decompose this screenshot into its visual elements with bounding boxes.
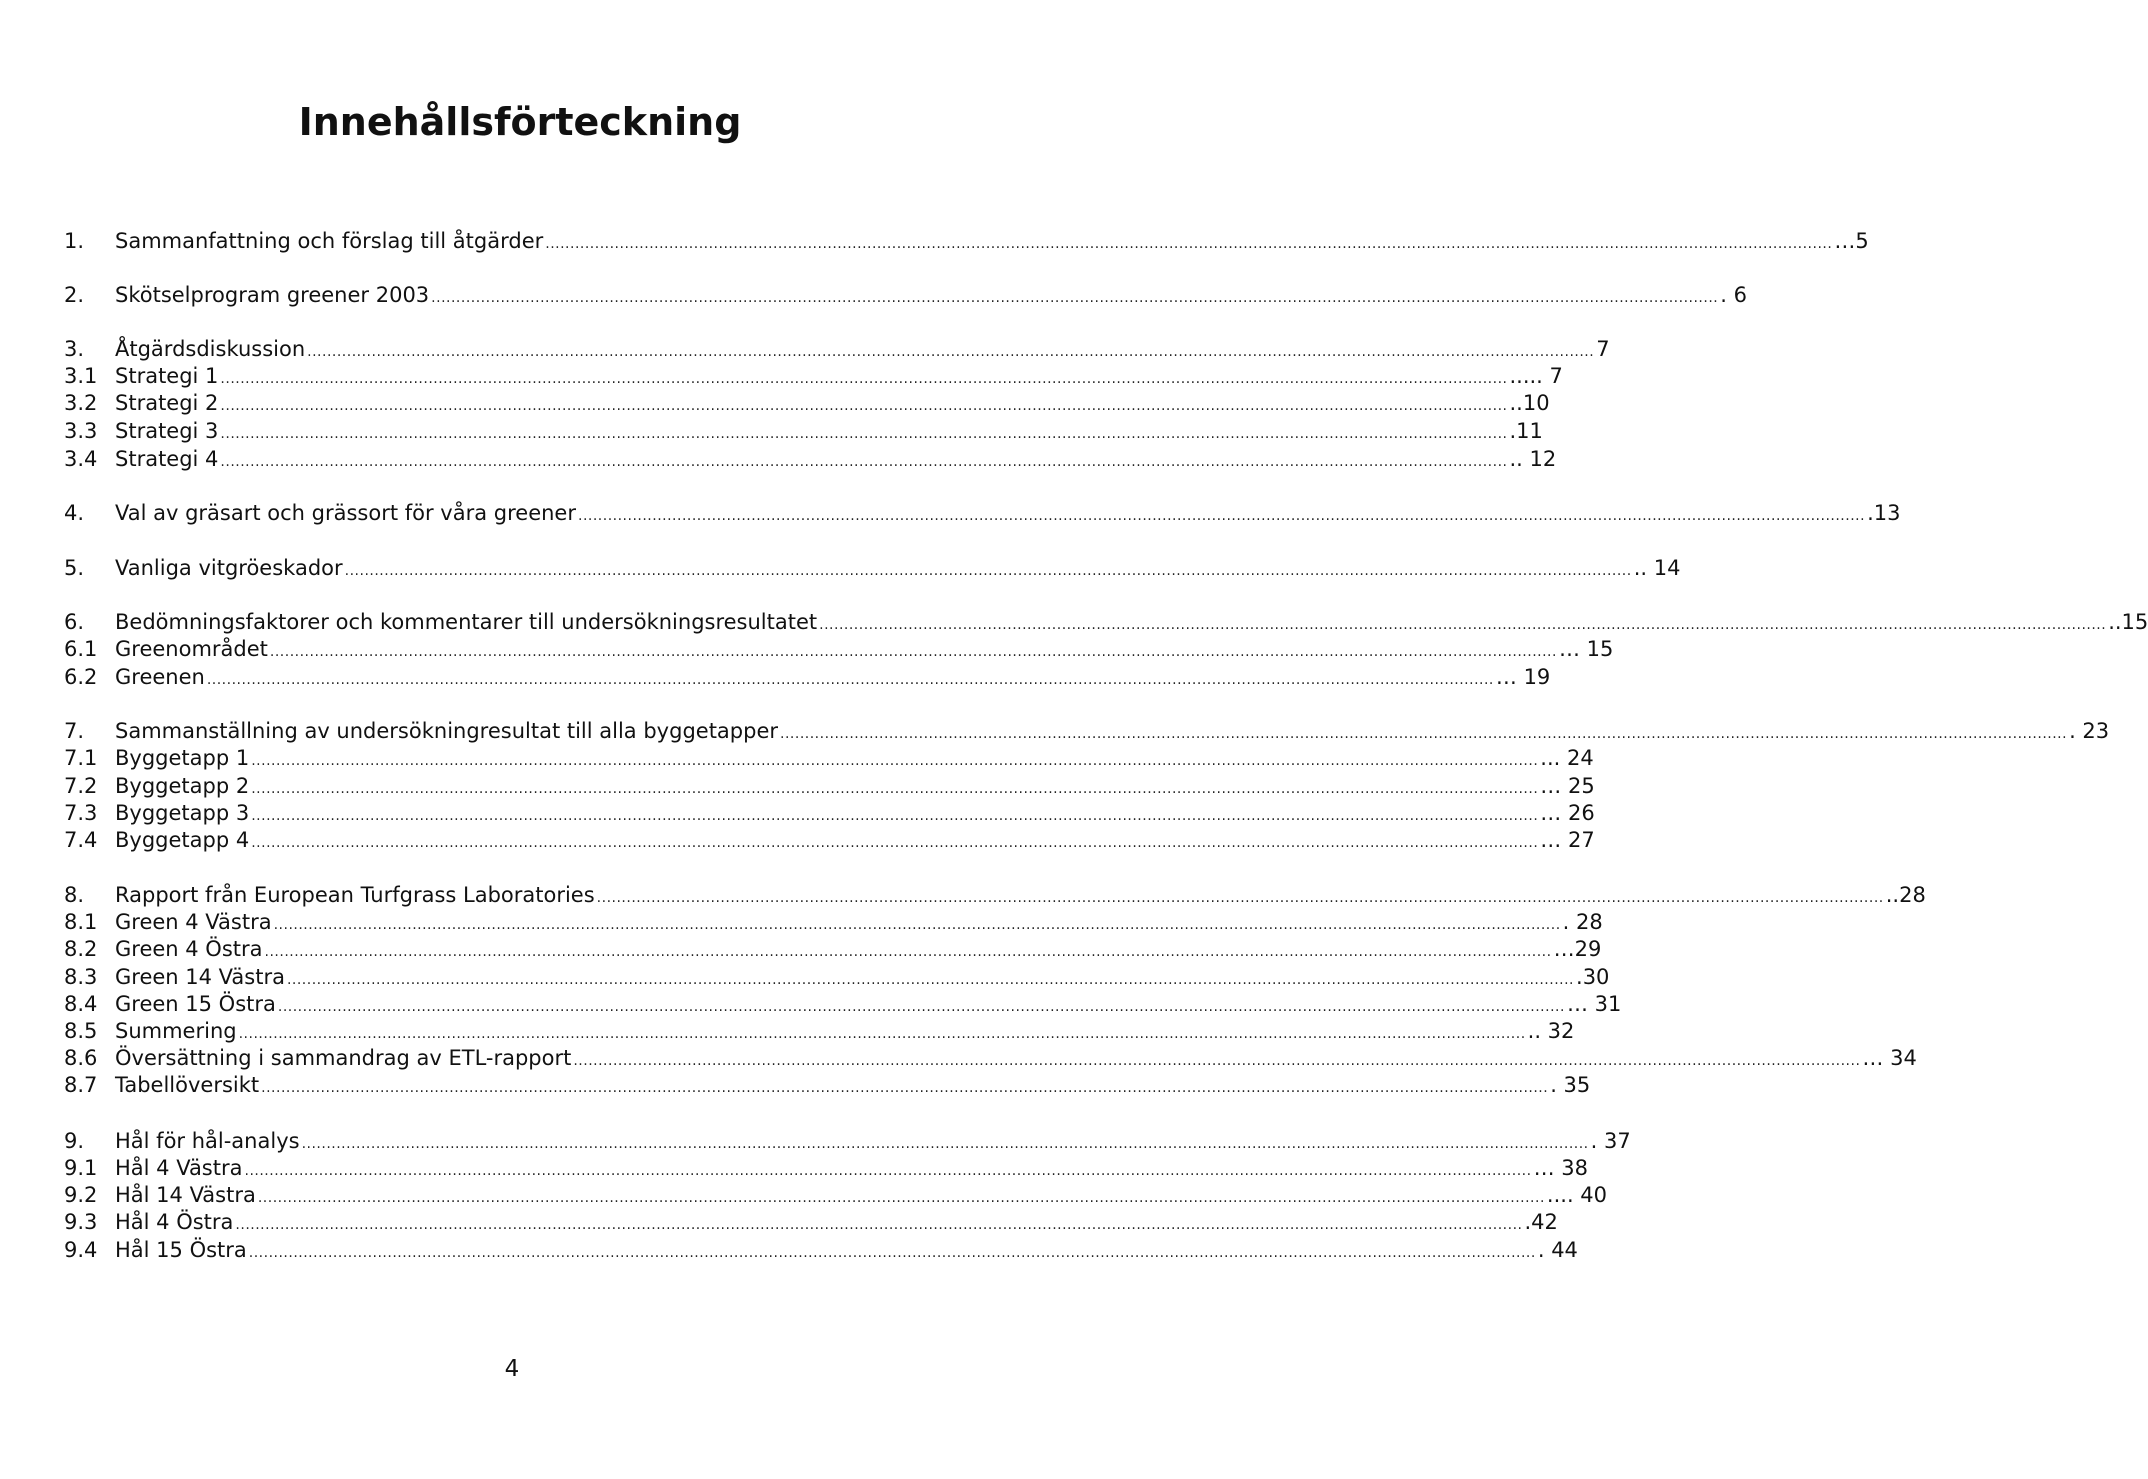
toc-entry-leader: ....................................................................................................................................................................................................................................................................: [220, 454, 1508, 470]
toc-entry[interactable]: [64, 1018, 1575, 1045]
toc-entry-page: ..... 7: [1509, 364, 1563, 388]
toc-entry-number: 3.1: [64, 364, 98, 388]
toc-entry-page: .13: [1867, 501, 1901, 525]
toc-entry-page: . 6: [1720, 283, 1747, 307]
toc-entry-number: 8.1: [64, 910, 98, 934]
toc-entry-number: 8.4: [64, 992, 98, 1016]
toc-entry-number: 8.6: [64, 1046, 98, 1070]
toc-entry-leader: ....................................................................................................................................................................................................................................................................: [248, 1245, 1536, 1261]
toc-entry[interactable]: [64, 1128, 1631, 1155]
toc-entry-page: …29: [1553, 937, 1602, 961]
toc-entry-page: …5: [1834, 229, 1869, 253]
toc-entry-page: ..15: [2108, 610, 2148, 634]
toc-entry-number: 6.: [64, 610, 85, 634]
toc-entry[interactable]: [64, 1209, 1558, 1236]
toc-entry-leader: ....................................................................................................................................................................................................................................................................: [596, 890, 1884, 906]
toc-entry-title: Sammanställning av undersökningresultat till alla byggetapper: [115, 719, 779, 743]
toc-entry-title: Hål 4 Västra: [115, 1156, 243, 1180]
toc-entry[interactable]: [64, 1045, 1917, 1072]
page-title: Innehållsförteckning: [298, 100, 742, 144]
toc-entry-number: 3.2: [64, 391, 98, 415]
toc-entry[interactable]: [64, 500, 1901, 527]
toc-entry-leader: ....................................................................................................................................................................................................................................................................: [573, 1053, 1861, 1069]
toc-entry[interactable]: [64, 991, 1622, 1018]
toc-entry-title: Åtgärdsdiskussion: [115, 337, 306, 361]
toc-entry-page: … 27: [1540, 828, 1595, 852]
toc-entry-leader: ....................................................................................................................................................................................................................................................................: [273, 917, 1561, 933]
toc-entry-number: 8.5: [64, 1019, 98, 1043]
toc-entry-leader: ....................................................................................................................................................................................................................................................................: [307, 344, 1595, 360]
toc-entry-page: 7: [1596, 337, 1610, 361]
toc-entry-title: Val av gräsart och grässort för våra greener: [115, 501, 576, 525]
toc-entry-leader: ....................................................................................................................................................................................................................................................................: [269, 644, 1557, 660]
toc-entry-title: Byggetapp 2: [115, 774, 250, 798]
toc-entry[interactable]: [64, 336, 1610, 363]
toc-entry-page: .30: [1576, 965, 1610, 989]
toc-entry-title: Summering: [115, 1019, 237, 1043]
toc-entry-number: 3.: [64, 337, 85, 361]
toc-entry-title: Hål 15 Östra: [115, 1238, 247, 1262]
toc-entry[interactable]: [64, 390, 1550, 417]
toc-entry[interactable]: [64, 609, 2148, 636]
toc-entry[interactable]: [64, 282, 1747, 309]
toc-entry-page: .42: [1524, 1210, 1558, 1234]
toc-entry-page: .. 12: [1509, 447, 1557, 471]
toc-entry-number: 6.1: [64, 637, 98, 661]
toc-entry-number: 9.4: [64, 1238, 98, 1262]
toc-entry-leader: ....................................................................................................................................................................................................................................................................: [780, 726, 2068, 742]
toc-entry-leader: ....................................................................................................................................................................................................................................................................: [206, 672, 1494, 688]
toc-entry-title: Green 4 Västra: [115, 910, 272, 934]
toc-entry-title: Hål 14 Västra: [115, 1183, 256, 1207]
toc-entry-number: 9.1: [64, 1156, 98, 1180]
toc-entry-number: 6.2: [64, 665, 98, 689]
toc-entry[interactable]: [64, 882, 1926, 909]
toc-entry-number: 3.4: [64, 447, 98, 471]
toc-entry-leader: ....................................................................................................................................................................................................................................................................: [344, 563, 1632, 579]
toc-entry-title: Tabellöversikt: [115, 1073, 260, 1097]
toc-entry-title: Strategi 3: [115, 419, 219, 443]
toc-entry[interactable]: [64, 773, 1595, 800]
toc-entry[interactable]: [64, 936, 1602, 963]
toc-entry-page: … 15: [1558, 637, 1614, 661]
toc-entry-page: . 23: [2069, 719, 2110, 743]
toc-entry-leader: ....................................................................................................................................................................................................................................................................: [220, 371, 1508, 387]
toc-entry-page: ... 24: [1540, 746, 1594, 770]
toc-entry-number: 7.2: [64, 774, 98, 798]
toc-entry-leader: ....................................................................................................................................................................................................................................................................: [251, 753, 1539, 769]
toc-entry-page: . 37: [1590, 1129, 1631, 1153]
toc-entry-title: Green 15 Östra: [115, 992, 276, 1016]
toc-entry-leader: ....................................................................................................................................................................................................................................................................: [286, 972, 1575, 988]
toc-entry-number: 7.1: [64, 746, 98, 770]
toc-entry[interactable]: [64, 418, 1543, 445]
toc-entry-leader: ....................................................................................................................................................................................................................................................................: [261, 1080, 1549, 1096]
toc-entry-page: . 35: [1550, 1073, 1591, 1097]
toc-entry-page: … 38: [1533, 1156, 1588, 1180]
toc-entry-title: Hål 4 Östra: [115, 1210, 234, 1234]
toc-entry[interactable]: [64, 1155, 1588, 1182]
toc-entry-title: Vanliga vitgröeskador: [115, 556, 343, 580]
toc-entry-title: Strategi 4: [115, 447, 219, 471]
toc-entry-number: 8.3: [64, 965, 98, 989]
toc-entry-number: 8.7: [64, 1073, 98, 1097]
toc-entry-title: Greenen: [115, 665, 205, 689]
toc-entry-title: Översättning i sammandrag av ETL-rapport: [115, 1046, 572, 1070]
toc-entry-number: 8.: [64, 883, 85, 907]
toc-entry-title: Bedömningsfaktorer och kommentarer till undersökningsresultatet: [115, 610, 818, 634]
toc-entry-number: 5.: [64, 556, 85, 580]
toc-entry-page: … 19: [1495, 665, 1551, 689]
toc-entry-title: Byggetapp 3: [115, 801, 250, 825]
toc-entry[interactable]: [64, 363, 1563, 390]
toc-entry[interactable]: [64, 800, 1595, 827]
toc-entry-page: … 26: [1540, 801, 1595, 825]
toc-entry[interactable]: [64, 664, 1551, 691]
toc-entry-title: Sammanfattning och förslag till åtgärder: [115, 229, 544, 253]
toc-entry-page: . 28: [1562, 910, 1603, 934]
toc-entry-page: .. 32: [1527, 1019, 1575, 1043]
toc-entry-leader: ....................................................................................................................................................................................................................................................................: [244, 1163, 1532, 1179]
toc-entry-leader: ....................................................................................................................................................................................................................................................................: [238, 1026, 1526, 1042]
toc-entry-leader: ....................................................................................................................................................................................................................................................................: [819, 617, 2107, 633]
toc-entry-title: Hål för hål-analys: [115, 1129, 300, 1153]
toc-entry-number: 8.2: [64, 937, 98, 961]
toc-entry-title: Byggetapp 4: [115, 828, 250, 852]
toc-entry-leader: ....................................................................................................................................................................................................................................................................: [257, 1190, 1545, 1206]
toc-entry-leader: ....................................................................................................................................................................................................................................................................: [578, 508, 1866, 524]
toc-entry-page: … 25: [1540, 774, 1595, 798]
toc-entry-title: Byggetapp 1: [115, 746, 250, 770]
toc-entry-leader: ....................................................................................................................................................................................................................................................................: [251, 835, 1539, 851]
toc-entry-number: 3.3: [64, 419, 98, 443]
toc-entry-page: … 31: [1566, 992, 1622, 1016]
toc-entry-page: ..28: [1885, 883, 1926, 907]
toc-entry[interactable]: [64, 964, 1610, 991]
toc-entry-title: Strategi 2: [115, 391, 219, 415]
toc-entry[interactable]: [64, 1237, 1578, 1264]
toc-entry-title: Skötselprogram greener 2003: [115, 283, 430, 307]
toc-entry-leader: ....................................................................................................................................................................................................................................................................: [220, 426, 1508, 442]
toc-entry-leader: ....................................................................................................................................................................................................................................................................: [277, 999, 1565, 1015]
toc-entry-page: … 34: [1862, 1046, 1917, 1070]
toc-entry-leader: ....................................................................................................................................................................................................................................................................: [431, 290, 1719, 306]
toc-entry[interactable]: [64, 228, 1869, 255]
toc-entry-leader: ....................................................................................................................................................................................................................................................................: [235, 1217, 1523, 1233]
toc-entry[interactable]: [64, 446, 1557, 473]
toc-entry-title: Rapport från European Turfgrass Laboratories: [115, 883, 595, 907]
toc-entry-leader: ....................................................................................................................................................................................................................................................................: [545, 236, 1833, 252]
toc-entry-page: . 44: [1537, 1238, 1578, 1262]
toc-entry-number: 7.4: [64, 828, 98, 852]
toc-entry[interactable]: [64, 1072, 1591, 1099]
toc-entry-number: 1.: [64, 229, 85, 253]
toc-entry[interactable]: [64, 909, 1603, 936]
toc-entry-page: .. 14: [1633, 556, 1681, 580]
toc-entry-number: 4.: [64, 501, 85, 525]
toc-entry-leader: ....................................................................................................................................................................................................................................................................: [220, 398, 1508, 414]
toc-entry-number: 7.3: [64, 801, 98, 825]
toc-entry[interactable]: [64, 636, 1614, 663]
toc-entry[interactable]: [64, 1182, 1608, 1209]
toc-entry-title: Green 14 Västra: [115, 965, 285, 989]
toc-entry-leader: ....................................................................................................................................................................................................................................................................: [251, 808, 1539, 824]
toc-entry-leader: ....................................................................................................................................................................................................................................................................: [301, 1136, 1589, 1152]
toc-entry-page: ..10: [1509, 391, 1550, 415]
toc-entry-number: 2.: [64, 283, 85, 307]
toc-entry[interactable]: [64, 718, 2110, 745]
toc-entry[interactable]: [64, 827, 1595, 854]
toc-entry[interactable]: [64, 555, 1681, 582]
toc-entry-number: 9.2: [64, 1183, 98, 1207]
toc-entry-leader: ....................................................................................................................................................................................................................................................................: [251, 781, 1539, 797]
toc-entry-title: Green 4 Östra: [115, 937, 263, 961]
toc-entry-number: 7.: [64, 719, 85, 743]
toc-entry[interactable]: [64, 745, 1594, 772]
toc-entry-page: .11: [1509, 419, 1543, 443]
toc-entry-number: 9.3: [64, 1210, 98, 1234]
toc-entry-title: Strategi 1: [115, 364, 219, 388]
page-number: 4: [504, 1356, 520, 1382]
toc-entry-title: Greenområdet: [115, 637, 268, 661]
toc-entry-leader: ....................................................................................................................................................................................................................................................................: [264, 944, 1552, 960]
toc-entry-number: 9.: [64, 1129, 85, 1153]
toc-entry-page: .... 40: [1546, 1183, 1608, 1207]
